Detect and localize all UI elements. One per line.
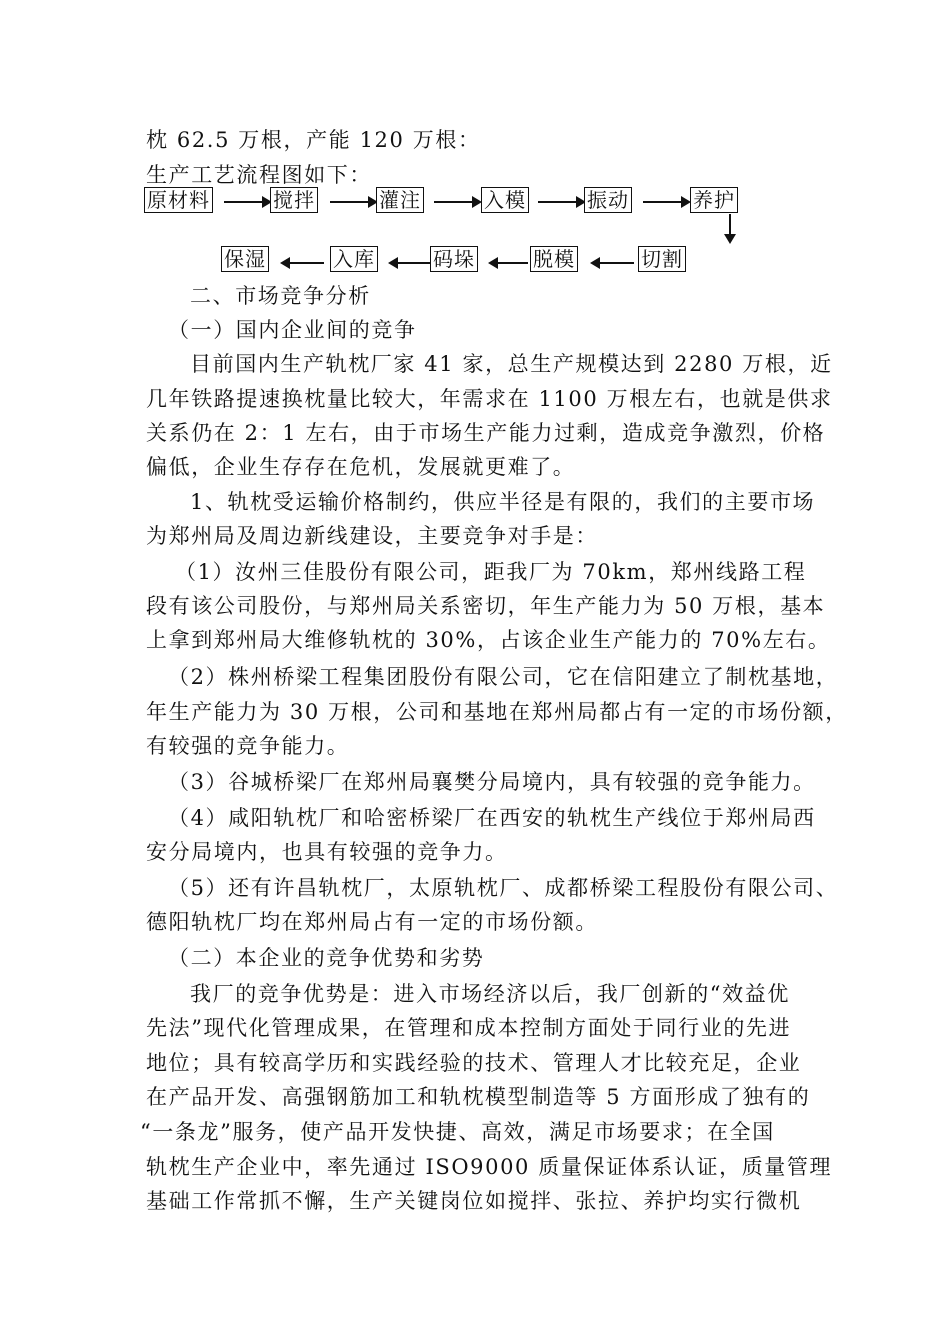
paragraph-line: 段有该公司股份，与郑州局关系密切，年生产能力为 50 万根，基本 (146, 594, 826, 618)
flow-step-cutting: 切割 (638, 246, 686, 272)
arrow-right-icon (224, 201, 264, 203)
arrow-left-icon (396, 262, 430, 264)
paragraph-line: 先法”现代化管理成果，在管理和成本控制方面处于同行业的先进 (146, 1016, 792, 1040)
flow-step-vibration: 振动 (584, 187, 632, 213)
paragraph-line: 在产品开发、高强钢筋加工和轨枕模型制造等 5 方面形成了独有的 (146, 1085, 811, 1109)
paragraph-line: 上拿到郑州局大维修轨枕的 30%，占该企业生产能力的 70%左右。 (146, 628, 831, 652)
paragraph-line: 1、轨枕受运输价格制约，供应半径是有限的，我们的主要市场 (190, 490, 816, 514)
arrow-right-icon (643, 201, 683, 203)
text-line: 枕 62.5 万根，产能 120 万根： (146, 128, 481, 152)
arrow-right-icon (434, 201, 474, 203)
flow-step-moisture: 保湿 (221, 246, 269, 272)
paragraph-line: 安分局境内，也具有较强的竞争力。 (146, 840, 508, 864)
subsection-heading: （一）国内企业间的竞争 (168, 318, 417, 342)
paragraph-line: （2）株州桥梁工程集团股份有限公司，它在信阳建立了制枕基地， (168, 665, 839, 689)
arrow-left-icon (496, 262, 528, 264)
paragraph-line: （5）还有许昌轨枕厂，太原轨枕厂、成都桥梁工程股份有限公司、 (168, 876, 839, 900)
arrow-down-icon (729, 214, 731, 236)
paragraph-line: 地位；具有较高学历和实践经验的技术、管理人才比较充足，企业 (146, 1051, 802, 1075)
paragraph-line: 关系仍在 2：1 左右，由于市场生产能力过剩，造成竞争激烈，价格 (146, 421, 826, 445)
arrow-right-icon (330, 201, 370, 203)
flow-step-demolding: 脱模 (530, 246, 578, 272)
paragraph-line: （4）咸阳轨枕厂和哈密桥梁厂在西安的轨枕生产线位于郑州局西 (168, 806, 816, 830)
flow-step-curing: 养护 (690, 187, 738, 213)
section-heading: 二、市场竞争分析 (190, 284, 371, 308)
flow-step-storage: 入库 (330, 246, 378, 272)
arrow-left-icon (288, 262, 324, 264)
paragraph-line: 德阳轨枕厂均在郑州局占有一定的市场份额。 (146, 910, 598, 934)
flow-step-molding: 入模 (481, 187, 529, 213)
paragraph-line: 目前国内生产轨枕厂家 41 家，总生产规模达到 2280 万根，近 (190, 352, 833, 376)
paragraph-line: 我厂的竞争优势是：进入市场经济以后，我厂创新的“效益优 (190, 982, 790, 1006)
arrow-right-icon (538, 201, 578, 203)
paragraph-line: 轨枕生产企业中，率先通过 ISO9000 质量保证体系认证，质量管理 (146, 1155, 833, 1179)
paragraph-line: 基础工作常抓不懈，生产关键岗位如搅拌、张拉、养护均实行微机 (146, 1189, 802, 1213)
flow-step-stacking: 码垛 (430, 246, 478, 272)
paragraph-line: 几年铁路提速换枕量比较大，年需求在 1100 万根左右，也就是供求 (146, 387, 833, 411)
paragraph-line: 有较强的竞争能力。 (146, 734, 350, 758)
arrow-left-icon (598, 262, 634, 264)
flow-step-pouring: 灌注 (376, 187, 424, 213)
paragraph-line: “一条龙”服务，使产品开发快捷、高效，满足市场要求；在全国 (140, 1120, 775, 1144)
paragraph-line: （3）谷城桥梁厂在郑州局襄樊分局境内，具有较强的竞争能力。 (168, 770, 816, 794)
flow-step-raw-material: 原材料 (144, 187, 213, 213)
paragraph-line: 为郑州局及周边新线建设，主要竞争对手是： (146, 524, 598, 548)
paragraph-line: 偏低，企业生存存在危机，发展就更难了。 (146, 455, 576, 479)
paragraph-line: （1）汝州三佳股份有限公司，距我厂为 70km，郑州线路工程 (175, 560, 807, 584)
text-line: 生产工艺流程图如下： (146, 163, 372, 187)
subsection-heading: （二）本企业的竞争优势和劣势 (168, 946, 485, 970)
paragraph-line: 年生产能力为 30 万根，公司和基地在郑州局都占有一定的市场份额， (146, 700, 848, 724)
flow-step-mixing: 搅拌 (270, 187, 318, 213)
